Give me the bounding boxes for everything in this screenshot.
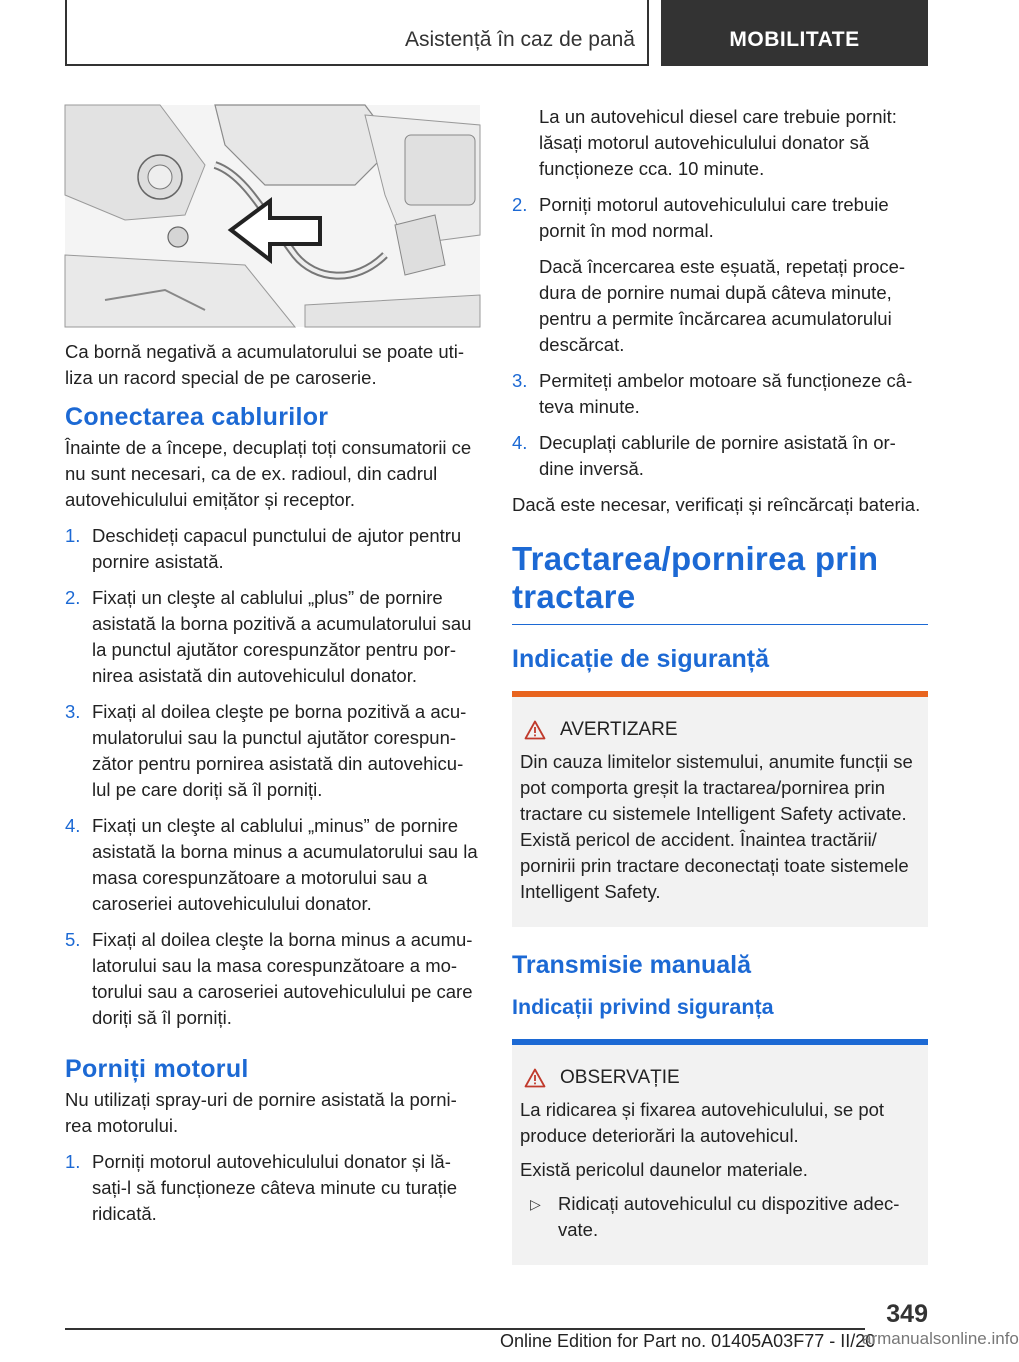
- start-intro: Nu utilizați spray-uri de pornire asistată la porni-rea motorului.: [65, 1089, 457, 1136]
- warning-triangle-icon: [524, 720, 546, 740]
- connect-steps: [65, 523, 480, 1031]
- notice-bullet: ▷ Ridicați autovehiculul cu dispozitive adec-vate.: [530, 1193, 900, 1240]
- page-number: 349: [886, 1300, 928, 1328]
- heading-manual-transmission: Transmisie manuală: [512, 951, 752, 979]
- heading-safety-notes: Indicații privind siguranța: [512, 995, 774, 1019]
- battery-check-note: Dacă este necesar, verificați și reîncărcați bateria.: [512, 494, 921, 515]
- notice-text-2: Există pericolul daunelor materiale.: [520, 1159, 808, 1180]
- right-column: [512, 104, 928, 1265]
- warning-label: AVERTIZARE: [560, 719, 678, 740]
- list-item: 1. Porniți motorul autovehiculului donator și lă-sați-l să funcționeze câteva minute cu turație ridicată.: [65, 1151, 458, 1224]
- list-item: 4. Decuplați cablurile de pornire asistată în or-dine inversă.: [512, 432, 896, 479]
- section-title: Asistență în caz de pană: [65, 0, 649, 66]
- heading-towing: Tractarea/pornirea prin tractare: [512, 540, 928, 625]
- start-steps: [65, 1149, 480, 1227]
- list-item: 5. Fixați al doilea cleşte la borna minus a acumu-latorului sau la masa corespunzătoare a mo-torului sau a caroseriei autovehiculului pe care doriți să îl porniți.: [65, 929, 473, 1028]
- footer-divider: [65, 1328, 865, 1330]
- step-subtext: Dacă încercarea este eșuată, repetați proce-dura de pornire numai după câteva minute, pentru a permite încărcarea acumulatorului descărcat.: [539, 256, 906, 355]
- watermark: armanualsonline.info: [862, 1329, 1019, 1348]
- diesel-note: La un autovehicul diesel care trebuie pornit: lăsați motorul autovehiculului donator să funcționeze cca. 10 minute.: [539, 106, 897, 179]
- heading-start-engine: Porniți motorul: [65, 1055, 249, 1083]
- footer-edition: Online Edition for Part no. 01405A03F77 - II/20: [500, 1331, 876, 1351]
- warning-box: [512, 691, 928, 927]
- warning-text: Din cauza limitelor sistemului, anumite funcții se pot comporta greșit la tractarea/pornirea prin tractare cu sistemele Intelligent Safety activate. Există pericol de accident. Înaintea tractării/ pornirii prin tractare deconectați toate sistemele Intelligent Safety.: [520, 751, 913, 902]
- connect-intro: Înainte de a începe, decuplați toți consumatorii ce nu sunt necesari, ca de ex. radioul, din cadrul autovehiculului emițător și receptor.: [65, 437, 472, 510]
- notice-box: [512, 1039, 928, 1265]
- start-steps-continued: [512, 192, 928, 482]
- bullet-arrow-icon: ▷: [530, 1196, 541, 1212]
- page-header: [65, 0, 928, 66]
- engine-bay-photo: [65, 105, 480, 327]
- list-item: 2. Fixați un cleşte al cablului „plus” de pornire asistată la borna pozitivă a acumulatorului sau la punctul ajutător corespunzător pentru por-nirea asistată din autovehiculul donator.: [65, 587, 472, 686]
- notice-text-1: La ridicarea și fixarea autovehiculului, se pot produce deteriorări la autovehicul.: [520, 1099, 885, 1146]
- chapter-tab: MOBILITATE: [661, 0, 928, 66]
- heading-connect-cables: Conectarea cablurilor: [65, 403, 329, 431]
- photo-caption: Ca bornă negativă a acumulatorului se poate uti-liza un racord special de pe caroserie.: [65, 341, 465, 388]
- list-item: 3. Permiteți ambelor motoare să funcționeze câ-teva minute.: [512, 370, 913, 417]
- list-item: 1. Deschideți capacul punctului de ajutor pentru pornire asistată.: [65, 525, 462, 572]
- heading-safety: Indicație de siguranță: [512, 645, 770, 673]
- notice-triangle-icon: [524, 1068, 546, 1088]
- list-item: 2. Porniți motorul autovehiculului care trebuie pornit în mod normal. Dacă încercarea este eșuată, repetați proce-dura de pornire numai după câteva minute, pentru a permite încărcarea acumulatorului descărcat.: [512, 192, 928, 358]
- list-item: 3. Fixați al doilea cleşte pe borna pozitivă a acu-mulatorului sau la punctul ajutător corespun-zător pentru pornirea asistată din autovehicu-lul pe care doriți să îl porniți.: [65, 701, 467, 800]
- left-column: [65, 105, 480, 1237]
- notice-label: OBSERVAȚIE: [560, 1067, 680, 1088]
- list-item: 4. Fixați un cleşte al cablului „minus” de pornire asistată la borna minus a acumulatorului sau la masa corespunzătoare a motorului sau a caroseriei autovehiculului donator.: [65, 815, 478, 914]
